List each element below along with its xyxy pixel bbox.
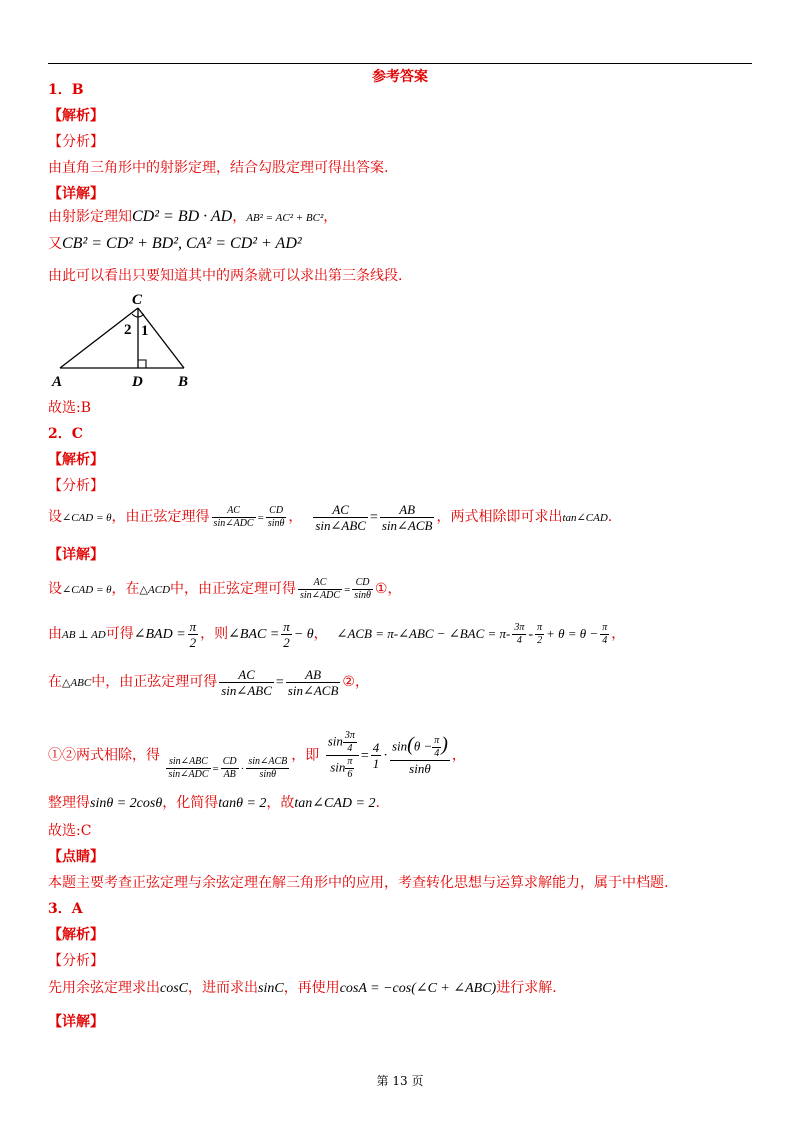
frac-pi-over-4: $\frac{\pi}{4}$ (602, 621, 608, 646)
q2-xiangjie-label: 【详解】 (48, 547, 104, 563)
q1-analysis: 由直角三角形中的射影定理，结合勾股定理可得出答案. (48, 160, 389, 176)
frac-step3-right: $\frac{AB}{\text{sin∠ACB}}$ (287, 666, 339, 698)
label-angle-1: 1 (141, 323, 149, 339)
q1-d1-math: CD² = BD · AD (132, 208, 233, 225)
q1-fenxi-label: 【分析】 (48, 134, 104, 150)
q1-d2-pre: 又 (48, 236, 62, 252)
frac-sin-shift-over-sintheta: sin(θ − $\frac{\pi}{4}$ ) sinθ (391, 733, 448, 776)
q1-d1-sep: ， (232, 209, 247, 225)
q3-xiangjie-label: 【详解】 (48, 1014, 104, 1030)
q1-detail-line2 (48, 234, 302, 254)
q2-jiexi-label: 【解析】 (48, 452, 104, 468)
q2-a-m1: ∠CAD = θ (62, 512, 112, 524)
page-title: 参考答案 (372, 69, 428, 85)
q1-number: 1．B (48, 82, 84, 98)
q2-comment: 本题主要考查正弦定理与余弦定理在解三角形中的应用，考查转化思想与运算求解能力，属于中档题. (48, 875, 669, 891)
frac-cd-sintheta: $\frac{CD}{\sin\theta}$ (267, 504, 285, 529)
q3-analysis: 先用余弦定理求出cosC，进而求出sinC，再使用cosA = −cos(∠C + ∠ABC)进行求解. (48, 980, 557, 996)
q2-step3: 在△ABC中，由正弦定理可得 $\frac{AC}{\text{sin∠ABC}}$ = $\frac{AB}{\text{sin∠ACB}}$ ②， (48, 666, 369, 698)
label-c: C (132, 292, 143, 308)
q3-number: 3．A (48, 901, 83, 917)
q1-d2-math: CB² = CD² + BD², CA² = CD² + AD² (62, 235, 302, 252)
q2-a-m2: tan∠CAD (562, 512, 608, 524)
frac-step3-left: $\frac{AC}{\text{sin∠ABC}}$ (221, 666, 272, 698)
q2-step2: 由AB ⊥ AD可得∠BAD = $\frac{\pi}{2}$ ，则∠BAC = $\frac{\pi}{2}$ − θ， ∠ACB = π-∠ABC − ∠BAC = π- $\frac{3\pi}{4}$ - $\frac{\pi}{2}$ + θ = θ − $\frac{\pi}{4}$ ， (48, 618, 626, 650)
q2-fenxi-label: 【分析】 (48, 478, 104, 494)
frac-3pi-over-4: $\frac{3\pi}{4}$ (514, 621, 525, 646)
q2-step5: 整理得sinθ = 2cosθ，化简得tanθ = 2，故tan∠CAD = 2. (48, 795, 380, 811)
q1-detail-line1 (48, 207, 337, 228)
q2-answer: 故选:C (48, 823, 92, 839)
marker-2: ② (342, 674, 355, 690)
q2-a-t1: ，由正弦定理得 (111, 509, 210, 525)
q1-d1-pre: 由射影定理知 (48, 209, 132, 225)
q1-d1-end: ， (323, 209, 338, 225)
step4-product: $\frac{\text{sin∠ABC}}{\text{sin∠ADC}}$ = $\frac{CD}{AB}$ · $\frac{\text{sin∠ACB}}{\sin\theta}$ (168, 755, 288, 780)
q2-dianjing-label: 【点睛】 (48, 849, 104, 865)
q1-xiangjie-label: 【详解】 (48, 186, 104, 202)
q2-a-t2: ，两式相除即可求出 (436, 509, 563, 525)
frac-step1-right: $\frac{CD}{\sin\theta}$ (354, 576, 371, 601)
frac-pi-over-2-b: $\frac{\pi}{2}$ (283, 618, 290, 650)
frac-4-over-1: $\frac{4}{1}$ (372, 740, 380, 771)
q2-a-she: 设 (48, 509, 62, 525)
q2-step1: 设∠CAD = θ，在△ACD中，由正弦定理可得 $\frac{AC}{\text{sin∠ADC}}$ = $\frac{CD}{\sin\theta}$ ①， (48, 576, 402, 601)
label-angle-2: 2 (124, 322, 132, 338)
q2-number: 2．C (48, 426, 83, 442)
frac-pi-over-2-a: $\frac{\pi}{2}$ (189, 618, 197, 650)
label-b: B (178, 374, 189, 390)
q2-step4: ①②两式相除，得 $\frac{\text{sin∠ABC}}{\text{sin∠ADC}}$ = $\frac{CD}{AB}$ · $\frac{\text{sin∠ACB}}{\sin\theta}$ ，即 sin $\frac{3\pi}{4}$ sin $\frac{\pi}{6}$ = $\frac{4}{1}$ · sin(θ − $\frac{\pi}{4}$ ) sinθ ， (48, 710, 466, 801)
q1-jiexi-label: 【解析】 (48, 108, 104, 124)
q1-answer: 故选:B (48, 400, 92, 416)
frac-sin3pi4-over-sinpi6: sin $\frac{3\pi}{4}$ sin $\frac{\pi}{6}$ (326, 730, 359, 781)
marker-1: ① (374, 581, 388, 597)
frac-ac-sinadc: $\frac{AC}{\text{sin∠ADC}}$ (213, 504, 254, 529)
q1-conclusion: 由此可以看出只要知道其中的两条就可以求出第三条线段. (48, 268, 403, 284)
q1-d1-math2: AB² = AC² + BC² (246, 212, 324, 224)
frac-ac-sinabc: $\frac{AC}{\text{sin∠ABC}}$ (315, 501, 366, 533)
right-triangle-figure (48, 290, 208, 390)
label-d: D (132, 374, 143, 390)
q3-fenxi-label: 【分析】 (48, 953, 104, 969)
q2-analysis-line: 设∠CAD = θ，由正弦定理得 $\frac{AC}{\text{sin∠ADC}}$ = $\frac{CD}{\sin\theta}$ ， $\frac{AC}{\text{sin∠ABC}}$ = $\frac{AB}{\text{sin∠ACB}}$ ，两式相除即可求出tan∠CAD. (48, 501, 613, 533)
page-footer: 第 13 页 (376, 1074, 424, 1088)
right-angle-mark (138, 360, 146, 368)
q3-jiexi-label: 【解析】 (48, 927, 104, 943)
frac-ab-sinacb: $\frac{AB}{\text{sin∠ACB}}$ (381, 501, 433, 533)
frac-step1-left: $\frac{AC}{\text{sin∠ADC}}$ (300, 576, 341, 601)
label-a: A (52, 374, 63, 390)
frac-pi-over-2-c: $\frac{\pi}{2}$ (537, 621, 543, 646)
triangle-side-ac (60, 308, 138, 368)
header-rule (48, 63, 752, 64)
